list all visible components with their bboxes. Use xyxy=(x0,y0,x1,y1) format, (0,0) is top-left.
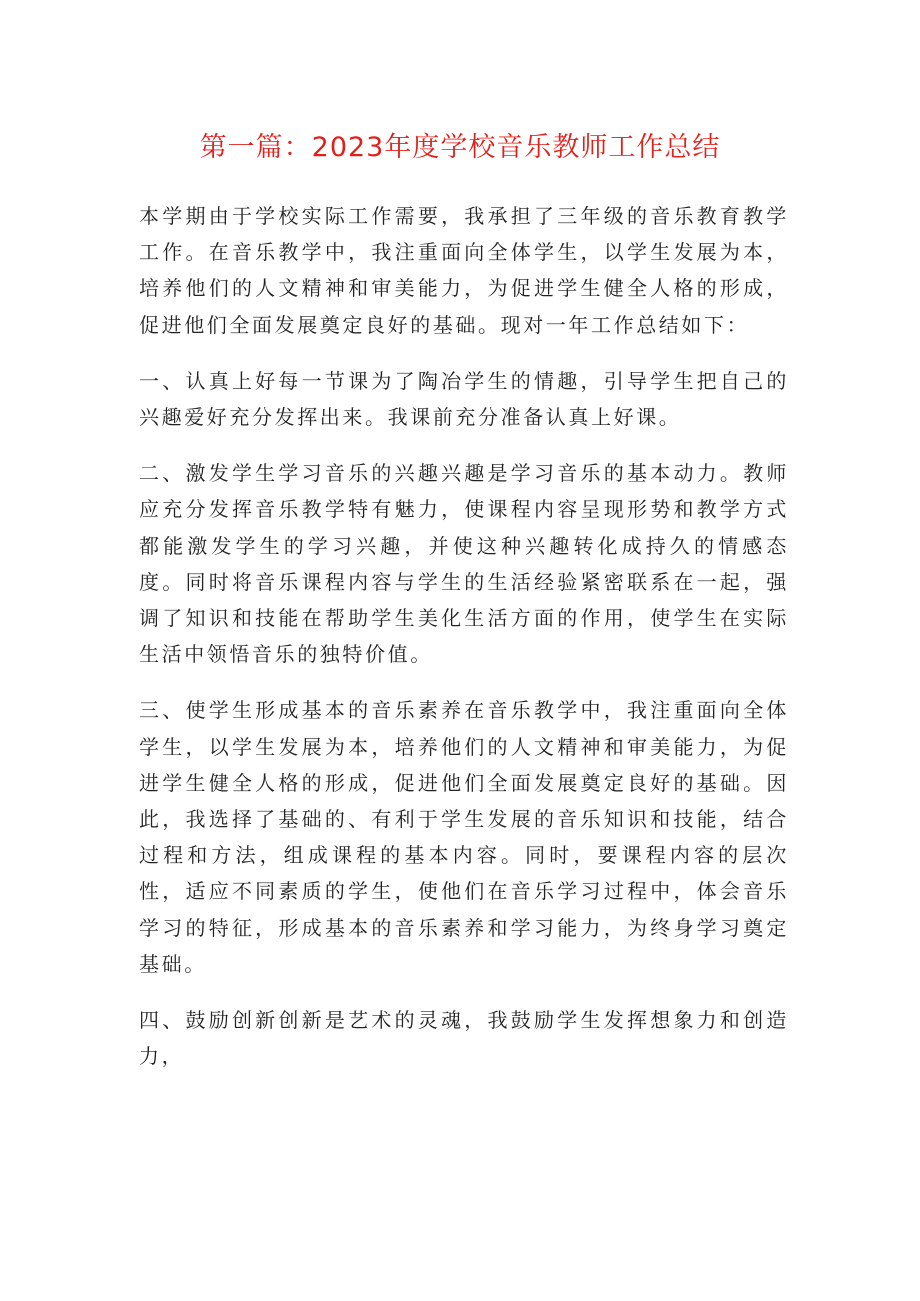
paragraph-section-2: 二、激发学生学习音乐的兴趣兴趣是学习音乐的基本动力。教师应充分发挥音乐教学特有魅力，使课程内容呈现形势和教学方式都能激发学生的学习兴趣，并使这种兴趣转化成持久的情感态度。同时将音乐课程内容与学生的生活经验紧密联系在一起，强调了知识和技能在帮助学生美化生活方面的作用，使学生在实际生活中领悟音乐的独特价值。 xyxy=(139,461,789,667)
document-body xyxy=(139,198,789,1094)
paragraph-section-1: 一、认真上好每一节课为了陶冶学生的情趣，引导学生把自己的兴趣爱好充分发挥出来。我课前充分准备认真上好课。 xyxy=(139,368,789,430)
paragraph-section-3: 三、使学生形成基本的音乐素养在音乐教学中，我注重面向全体学生，以学生发展为本，培养他们的人文精神和审美能力，为促进学生健全人格的形成，促进他们全面发展奠定良好的基础。因此，我选择了基础的、有利于学生发展的音乐知识和技能，结合过程和方法，组成课程的基本内容。同时，要课程内容的层次性，适应不同素质的学生，使他们在音乐学习过程中，体会音乐学习的特征，形成基本的音乐素养和学习能力，为终身学习奠定基础。 xyxy=(139,698,789,976)
document-title: 第一篇：2023年度学校音乐教师工作总结 xyxy=(199,132,721,163)
paragraph-section-4: 四、鼓励创新创新是艺术的灵魂，我鼓励学生发挥想象力和创造力， xyxy=(139,1008,789,1069)
paragraph-intro: 本学期由于学校实际工作需要，我承担了三年级的音乐教育教学工作。在音乐教学中，我注重面向全体学生，以学生发展为本，培养他们的人文精神和审美能力，为促进学生健全人格的形成，促进他们全面发展奠定良好的基础。现对一年工作总结如下： xyxy=(139,204,789,337)
